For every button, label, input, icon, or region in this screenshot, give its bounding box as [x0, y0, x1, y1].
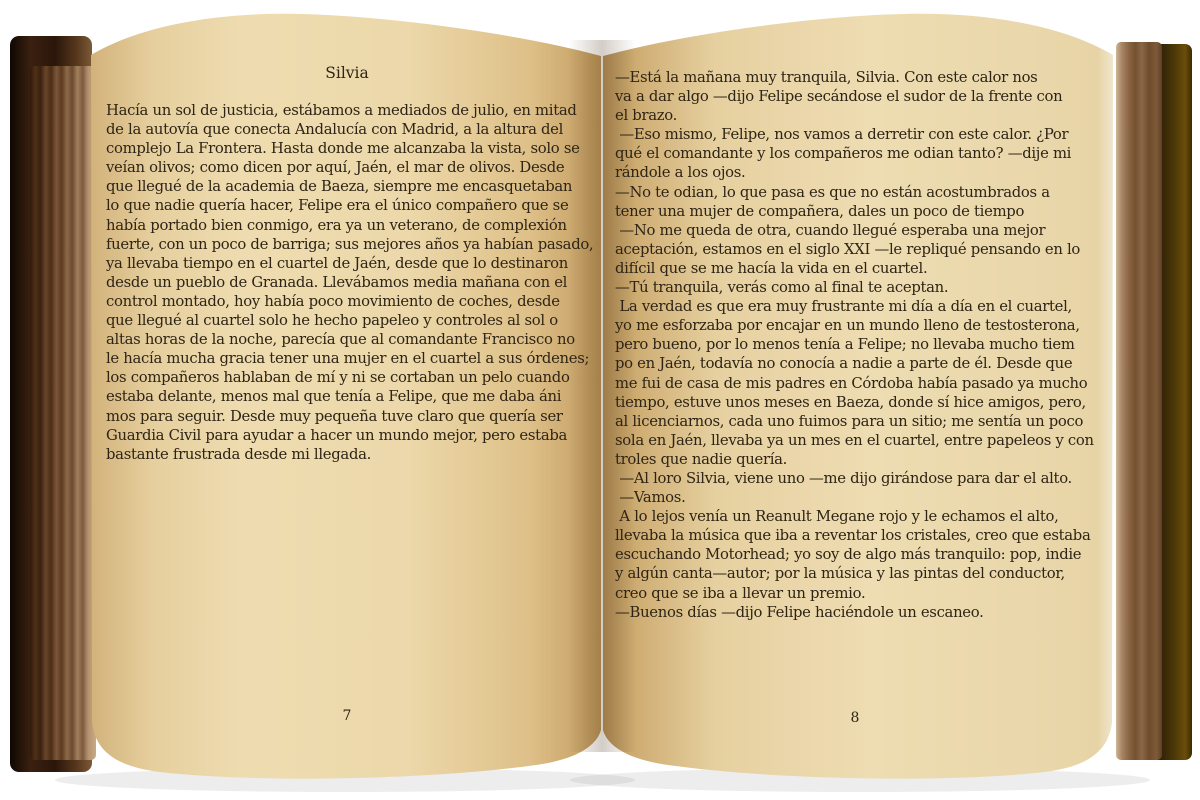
text-line: —Eso mismo, Felipe, nos vamos a derretir con este calor. ¿Por: [615, 126, 1069, 144]
text-line: Guardia Civil para ayudar a hacer un mundo mejor, pero estaba: [106, 426, 568, 444]
page-number-left: 7: [342, 708, 352, 724]
page-stack-right: [1116, 42, 1162, 760]
text-line: difícil que se me hacía la vida en el cuartel.: [615, 259, 928, 277]
text-line: —No me queda de otra, cuando llegué esperaba una mejor: [615, 221, 1046, 239]
text-line: —Buenos días —dijo Felipe haciéndole un escaneo.: [615, 603, 984, 621]
text-line: —Vamos.: [615, 489, 686, 507]
page-number-right: 8: [850, 710, 860, 726]
text-line: y algún canta—autor; por la música y las pintas del conductor,: [615, 565, 1065, 583]
text-line: desde un pueblo de Granada. Llevábamos media mañana con el: [106, 273, 568, 291]
text-line: ya llevaba tiempo en el cuartel de Jaén, desde que lo destinaron: [106, 254, 568, 272]
text-line: me fui de casa de mis padres en Córdoba había pasado ya mucho: [615, 374, 1088, 392]
text-line: po en Jaén, todavía no conocía a nadie a parte de él. Desde que: [615, 355, 1073, 373]
text-line: escuchando Motorhead; yo soy de algo más tranquilo: pop, indie: [615, 546, 1082, 564]
text-line: aceptación, estamos en el siglo XXI —le repliqué pensando en lo: [615, 240, 1081, 258]
text-line: troles que nadie quería.: [615, 450, 788, 468]
text-line: creo que se iba a llevar un premio.: [615, 584, 866, 602]
text-line: rándole a los ojos.: [615, 164, 746, 182]
text-line: bastante frustrada desde mi llegada.: [106, 445, 372, 463]
text-line: yo me esforzaba por encajar en un mundo lleno de testosterona,: [615, 317, 1080, 335]
page-stack-left: [30, 66, 96, 760]
text-line: tener una mujer de compañera, dales un poco de tiempo: [615, 202, 1025, 220]
text-line: La verdad es que era muy frustrante mi día a día en el cuartel,: [615, 298, 1072, 316]
text-line: pero bueno, por lo menos tenía a Felipe; no llevaba mucho tiem: [615, 336, 1075, 354]
text-line: fuerte, con un poco de barriga; sus mejores años ya habían pasado,: [106, 235, 594, 253]
text-line: complejo La Frontera. Hasta donde me alcanzaba la vista, solo se: [106, 140, 580, 158]
page-left-text: [106, 101, 594, 464]
text-line: tiempo, estuve unos meses en Baeza, donde sí hice amigos, pero,: [615, 393, 1086, 411]
text-line: qué el comandante y los compañeros me odian tanto? —dije mi: [615, 145, 1072, 163]
text-line: —No te odian, lo que pasa es que no están acostumbrados a: [615, 183, 1050, 201]
text-line: control montado, hoy había poco movimiento de coches, desde: [106, 292, 560, 310]
text-line: va a dar algo —dijo Felipe secándose el sudor de la frente con: [615, 88, 1063, 106]
chapter-title: Silvia: [325, 64, 369, 82]
text-line: —Al loro Silvia, viene uno —me dijo girándose para dar el alto.: [615, 469, 1072, 487]
text-line: A lo lejos venía un Reanult Megane rojo y le echamos el alto,: [615, 508, 1059, 526]
text-line: los compañeros hablaban de mí y ni se cortaban un pelo cuando: [106, 369, 570, 387]
text-line: estaba delante, menos mal que tenía a Felipe, que me daba áni: [106, 388, 562, 406]
text-line: al licenciarnos, cada uno fuimos para un sitio; me sentía un poco: [615, 412, 1084, 430]
text-line: le hacía mucha gracia tener una mujer en el cuartel a sus órdenes;: [106, 350, 590, 368]
text-line: lo que nadie quería hacer, Felipe era el único compañero que se: [106, 197, 569, 215]
text-line: sola en Jaén, llevaba ya un mes en el cuartel, entre papeleos y con: [615, 431, 1094, 449]
text-line: que llegué de la academia de Baeza, siempre me encasquetaban: [106, 178, 573, 196]
text-line: Hacía un sol de justicia, estábamos a mediados de julio, en mitad: [106, 102, 577, 119]
text-line: —Tú tranquila, verás como al final te aceptan.: [615, 279, 949, 297]
text-line: llevaba la música que iba a reventar los cristales, creo que estaba: [615, 527, 1091, 545]
text-line: de la autovía que conecta Andalucía con Madrid, a la altura del: [106, 121, 564, 139]
page-right-text: [615, 68, 1095, 622]
text-line: —Está la mañana muy tranquila, Silvia. Con este calor nos: [615, 69, 1038, 86]
text-line: altas horas de la noche, parecía que al comandante Francisco no: [106, 331, 575, 349]
text-line: veían olivos; como dicen por aquí, Jaén, el mar de olivos. Desde: [106, 159, 565, 177]
text-line: que llegué al cuartel solo he hecho papeleo y controles al sol o: [106, 312, 558, 330]
text-line: el brazo.: [615, 107, 678, 125]
text-line: mos para seguir. Desde muy pequeña tuve claro que quería ser: [106, 407, 563, 425]
text-line: había portado bien conmigo, era ya un veterano, de complexión: [106, 216, 567, 234]
